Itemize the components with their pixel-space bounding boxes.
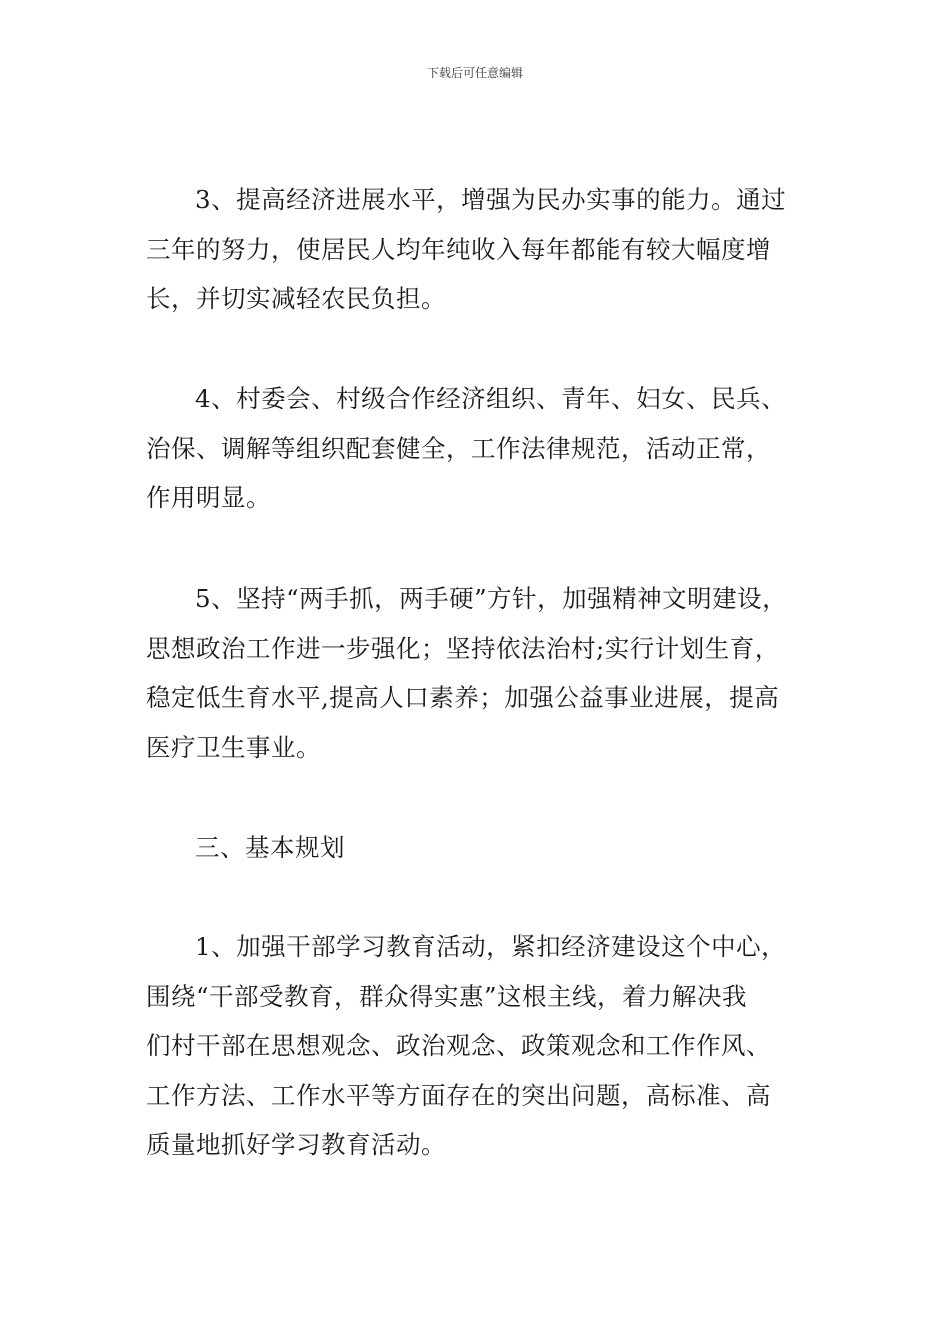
paragraph-goal-3 [146, 175, 818, 324]
paragraph-line: 医疗卫生事业。 [146, 732, 321, 762]
paragraph-line: 们村干部在思想观念、政治观念、政策观念和工作作风、 [146, 1031, 771, 1060]
paragraph-line: 工作方法、工作水平等方面存在的突出问题，高标准、高 [146, 1080, 771, 1110]
paragraph-line: 5、坚持“两手抓，两手硬”方针，加强精神文明建设， [195, 584, 788, 613]
section-heading-text: 三、基本规划 [195, 833, 345, 862]
paragraph-line: 质量地抓好学习教育活动。 [146, 1130, 446, 1159]
paragraph-line: 稳定低生育水平,提高人口素养；加强公益事业进展，提高 [146, 683, 780, 712]
paragraph-goal-4 [146, 374, 818, 523]
paragraph-line: 1、加强干部学习教育活动，紧扣经济建设这个中心， [195, 932, 787, 961]
paragraph-goal-5 [146, 574, 818, 772]
paragraph-line: 三年的努力，使居民人均年纯收入每年都能有较大幅度增 [146, 234, 771, 264]
paragraph-plan-1 [146, 922, 818, 1170]
paragraph-line: 4、村委会、村级合作经济组织、青年、妇女、民兵、 [195, 384, 787, 413]
paragraph-line: 3、提高经济进展水平，增强为民办实事的能力。通过 [195, 185, 787, 214]
paragraph-line: 思想政治工作进一步强化；坚持依法治村;实行计划生育， [146, 633, 780, 663]
section-heading-basic-plan [146, 823, 818, 873]
paragraph-line: 长，并切实减轻农民负担。 [146, 284, 446, 313]
page-header: 下载后可任意编辑 [426, 66, 523, 80]
paragraph-line: 治保、调解等组织配套健全，工作法律规范，活动正常， [146, 433, 771, 463]
paragraph-line: 围绕“干部受教育，群众得实惠”这根主线，着力解决我 [146, 981, 748, 1011]
paragraph-line: 作用明显。 [146, 483, 271, 512]
